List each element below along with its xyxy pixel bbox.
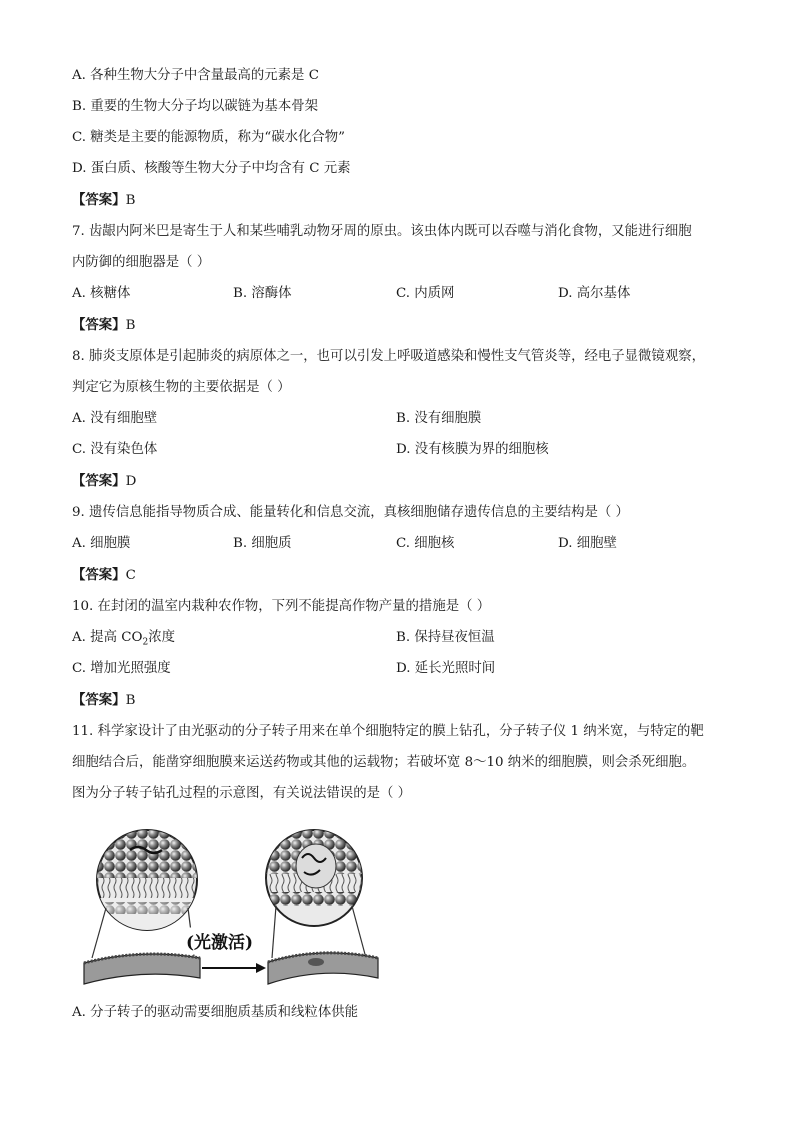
q10-option-c: C. 增加光照强度 [72,661,171,676]
figure-drawing [82,828,382,993]
q7-stem-line-2: 内防御的细胞器是（ ） [72,255,211,270]
q6-option-b: B. 重要的生物大分子均以碳链为基本骨架 [72,99,318,114]
q7-option-c: C. 内质网 [396,286,455,301]
q9-option-b: B. 细胞质 [233,536,292,551]
q7-answer [72,315,135,336]
q6-option-d: D. 蛋白质、核酸等生物大分子中均含有 C 元素 [72,161,351,176]
answer-value: B [125,318,136,333]
molecular-rotor-figure [82,828,382,993]
answer-label: 【答案】 [72,692,126,708]
q10-option-b: B. 保持昼夜恒温 [396,630,495,645]
q7-option-a: A. 核糖体 [72,286,131,301]
q8-option-a: A. 没有细胞壁 [72,411,158,426]
right-membrane-slab [268,953,378,984]
q10-option-d: D. 延长光照时间 [396,661,496,676]
q9-answer [72,565,136,586]
answer-label: 【答案】 [72,567,126,583]
answer-value: C [125,568,136,583]
q7-option-d: D. 高尔基体 [558,286,631,301]
right-magnified-membrane [264,830,364,926]
answer-label: 【答案】 [72,317,126,333]
answer-label: 【答案】 [72,192,126,208]
answer-value: B [125,193,136,208]
q10-stem-line-1: 10. 在封闭的温室内栽种农作物，下列不能提高作物产量的措施是（ ） [72,599,491,614]
q11-option-a: A. 分子转子的驱动需要细胞质基质和线粒体供能 [72,1005,358,1020]
q10-option-a-tail: 浓度 [148,630,175,645]
q8-answer [72,471,136,492]
activation-arrow [202,963,266,973]
q8-option-d: D. 没有核膜为界的细胞核 [396,442,549,457]
q11-stem-line-3: 图为分子转子钻孔过程的示意图，有关说法错误的是（ ） [72,786,412,801]
left-membrane-slab [84,954,200,984]
answer-label: 【答案】 [72,473,126,489]
q11-stem-line-2: 细胞结合后，能凿穿细胞膜来运送药物或其他的运载物；若破坏宽 8～10 纳米的细胞膜，则会杀死细胞。 [72,755,696,770]
q9-option-d: D. 细胞壁 [558,536,617,551]
q10-answer [72,690,135,711]
q10-option-a-subscript: 2 [142,637,149,648]
q10-option-a-text: A. 提高 CO [72,630,143,645]
q7-option-b: B. 溶酶体 [233,286,292,301]
q10-option-a [72,628,175,653]
q8-stem-line-2: 判定它为原核生物的主要依据是（ ） [72,380,291,395]
q8-stem-line-1: 8. 肺炎支原体是引起肺炎的病原体之一，也可以引发上呼吸道感染和慢性支气管炎等，经电子显微镜观察， [72,349,705,364]
q6-option-a: A. 各种生物大分子中含量最高的元素是 C [72,68,319,83]
answer-value: B [125,693,136,708]
q9-option-c: C. 细胞核 [396,536,455,551]
figure-label: (光激活) [186,933,254,953]
q11-stem-line-1: 11. 科学家设计了由光驱动的分子转子用来在单个细胞特定的膜上钻孔，分子转子仪 1 纳米宽，与特定的靶 [72,724,704,739]
q6-answer [72,190,135,211]
q9-option-a: A. 细胞膜 [72,536,131,551]
q9-stem-line-1: 9. 遗传信息能指导物质合成、能量转化和信息交流，真核细胞储存遗传信息的主要结构是（ ） [72,505,629,520]
answer-value: D [125,474,137,489]
q6-option-c: C. 糖类是主要的能源物质，称为“碳水化合物” [72,130,346,145]
q7-stem-line-1: 7. 齿龈内阿米巴是寄生于人和某些哺乳动物牙周的原虫。该虫体内既可以吞噬与消化食物，又能进行细胞 [72,224,692,239]
q8-option-c: C. 没有染色体 [72,442,158,457]
q8-option-b: B. 没有细胞膜 [396,411,482,426]
